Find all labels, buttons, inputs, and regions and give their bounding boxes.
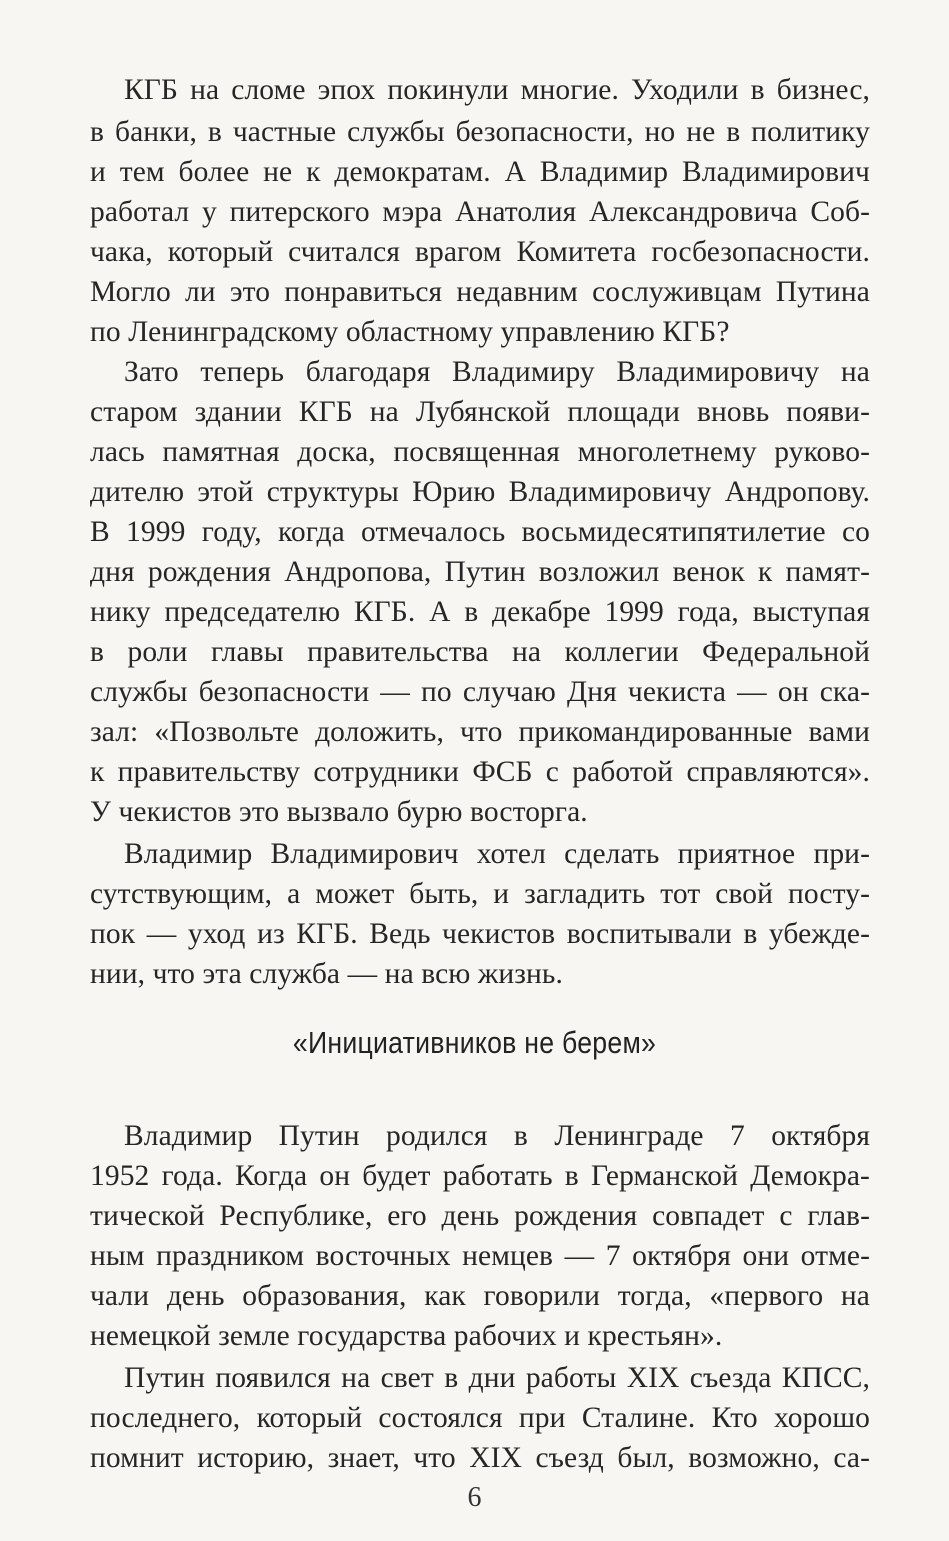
text-line: У чекистов это вызвало бурю восторга. [90, 796, 588, 828]
text-line: нику председателю КГБ. А в декабре 1999 года, выступая [90, 596, 870, 628]
text-line: лась памятная доска, посвященная многолетнему руково- [90, 436, 870, 468]
text-line: пок — уход из КГБ. Ведь чекистов воспитывали в убежде- [90, 918, 870, 950]
text-line: Владимир Путин родился в Ленинграде 7 октября [124, 1120, 870, 1152]
text-line: нии, что эта служба — на всю жизнь. [90, 958, 563, 990]
text-line: в банки, в частные службы безопасности, но не в политику [90, 116, 870, 148]
text-line: по Ленинградскому областному управлению КГБ? [90, 316, 730, 348]
text-line: сутствующим, а может быть, и загладить тот свой посту- [90, 878, 870, 910]
text-line: Путин появился на свет в дни работы XIX съезда КПСС, [124, 1362, 870, 1394]
section-heading: «Инициативников не берем» [292, 1025, 657, 1060]
text-line: Зато теперь благодаря Владимиру Владимировичу на [124, 356, 870, 388]
text-line: чали день образования, как говорили тогда, «первого на [90, 1280, 870, 1312]
text-line: службы безопасности — по случаю Дня чекиста — он ска- [90, 676, 870, 708]
text-line: работал у питерского мэра Анатолия Александровича Соб- [90, 196, 870, 228]
text-line: Могло ли это понравиться недавним сослуживцам Путина [90, 276, 870, 308]
text-line: КГБ на сломе эпох покинули многие. Уходили в бизнес, [124, 74, 870, 106]
text-line: и тем более не к демократам. А Владимир Владимирович [90, 156, 870, 188]
text-line: зал: «Позвольте доложить, что прикомандированные вами [90, 716, 870, 748]
text-line: последнего, который состоялся при Сталине. Кто хорошо [90, 1402, 870, 1434]
text-line: немецкой земле государства рабочих и крестьян». [90, 1320, 723, 1352]
text-line: ным праздником восточных немцев — 7 октября они отме- [90, 1240, 870, 1272]
text-line: 1952 года. Когда он будет работать в Германской Демокра- [90, 1160, 870, 1192]
page-number: 6 [467, 1482, 482, 1513]
text-line: дителю этой структуры Юрию Владимировичу Андропову. [90, 476, 870, 508]
text-line: тической Республике, его день рождения совпадет с глав- [90, 1200, 870, 1232]
text-line: помнит историю, знает, что XIX съезд был, возможно, са- [90, 1442, 870, 1474]
text-line: к правительству сотрудники ФСБ с работой справляются». [90, 756, 870, 788]
text-line: В 1999 году, когда отмечалось восьмидесятипятилетие со [90, 516, 870, 548]
text-line: дня рождения Андропова, Путин возложил венок к памят- [90, 556, 870, 588]
text-line: в роли главы правительства на коллегии Федеральной [90, 636, 870, 668]
text-line: старом здании КГБ на Лубянской площади вновь появи- [90, 396, 870, 428]
text-line: чака, который считался врагом Комитета госбезопасности. [90, 236, 870, 268]
text-line: Владимир Владимирович хотел сделать приятное при- [124, 838, 870, 870]
